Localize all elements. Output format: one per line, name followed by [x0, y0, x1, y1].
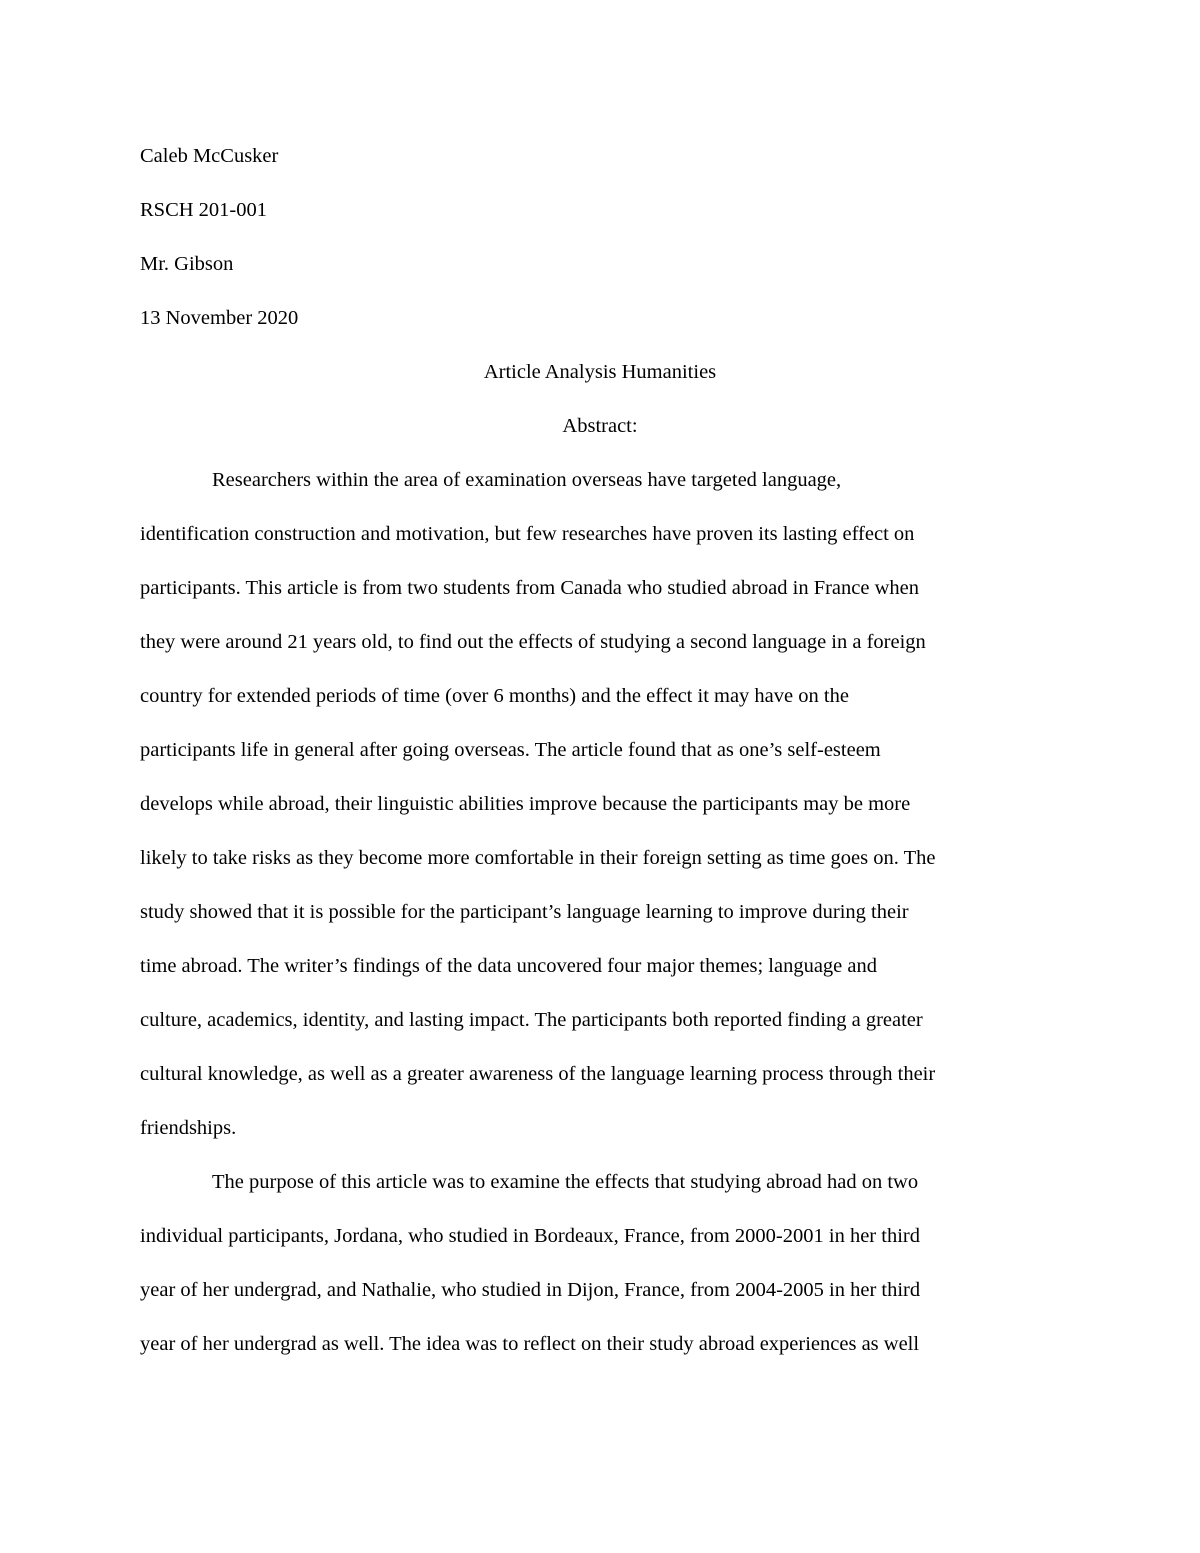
paragraph-line: participants. This article is from two students from Canada who studied abroad in France when — [140, 577, 919, 599]
paragraph-line: they were around 21 years old, to find out the effects of studying a second language in a foreign — [140, 631, 926, 653]
paragraph-line: individual participants, Jordana, who studied in Bordeaux, France, from 2000-2001 in her third — [140, 1225, 920, 1247]
paragraph-line: likely to take risks as they become more comfortable in their foreign setting as time goes on. The — [140, 847, 936, 869]
paragraph-line: friendships. — [140, 1117, 237, 1139]
paragraph-line: Researchers within the area of examination overseas have targeted language, — [212, 469, 842, 491]
paragraph-line: participants life in general after going overseas. The article found that as one’s self-esteem — [140, 739, 881, 761]
paragraph-line: cultural knowledge, as well as a greater awareness of the language learning process through their — [140, 1063, 936, 1085]
section-heading: Abstract: — [562, 415, 638, 437]
document-date: 13 November 2020 — [140, 307, 299, 329]
paragraph-line: The purpose of this article was to examine the effects that studying abroad had on two — [212, 1171, 919, 1193]
paragraph-line: develops while abroad, their linguistic abilities improve because the participants may be more — [140, 793, 911, 815]
paragraph-line: country for extended periods of time (over 6 months) and the effect it may have on the — [140, 685, 849, 707]
document-body — [140, 129, 1060, 1371]
paragraph-line: time abroad. The writer’s findings of the data uncovered four major themes; language and — [140, 955, 877, 977]
paragraph-line: year of her undergrad, and Nathalie, who studied in Dijon, France, from 2004-2005 in her third — [140, 1279, 921, 1301]
paragraph-line: study showed that it is possible for the participant’s language learning to improve during their — [140, 901, 909, 923]
paragraph-line: identification construction and motivation, but few researches have proven its lasting effect on — [140, 523, 915, 545]
paragraph-purpose — [140, 1155, 1060, 1371]
paragraph-line: year of her undergrad as well. The idea was to reflect on their study abroad experiences as well — [140, 1333, 920, 1355]
instructor-name: Mr. Gibson — [140, 253, 234, 275]
document-title: Article Analysis Humanities — [483, 361, 717, 383]
paragraph-line: culture, academics, identity, and lasting impact. The participants both reported finding a greater — [140, 1009, 923, 1031]
course-code: RSCH 201-001 — [140, 199, 268, 221]
author-name: Caleb McCusker — [140, 145, 279, 167]
paragraph-abstract — [140, 453, 1060, 1155]
